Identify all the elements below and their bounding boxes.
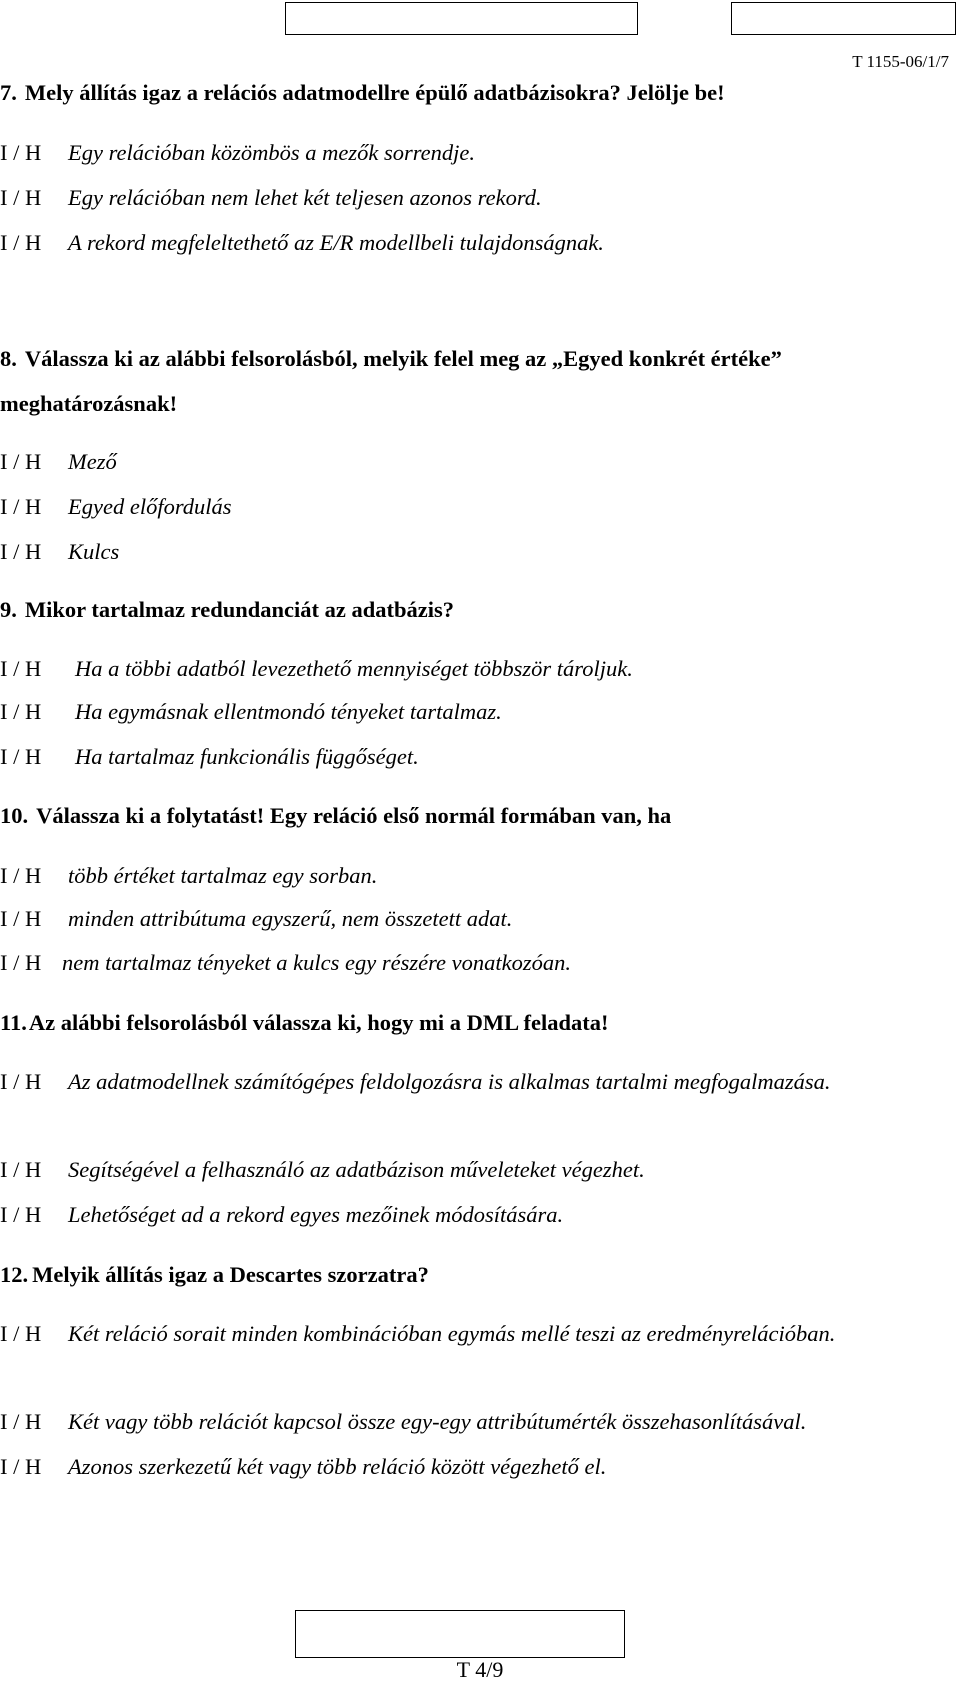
true-false-mark[interactable]: I / H	[0, 494, 42, 519]
true-false-mark[interactable]: I / H	[0, 863, 42, 888]
true-false-mark[interactable]: I / H	[0, 1069, 42, 1094]
option-text: A rekord megfeleltethető az E/R modellbeli tulajdonságnak.	[68, 230, 604, 255]
true-false-mark[interactable]: I / H	[0, 185, 42, 210]
question-11-title	[0, 1010, 609, 1036]
question-number: 8.	[0, 346, 17, 371]
option-text: Ha a többi adatból levezethető mennyiséget többször tároljuk.	[75, 656, 633, 681]
question-number: 11.	[0, 1010, 27, 1035]
option-row	[0, 906, 513, 932]
option-text: Két vagy több relációt kapcsol össze egy-egy attribútumérték összehasonlításával.	[68, 1409, 807, 1434]
option-row	[0, 1409, 807, 1435]
question-7-title	[0, 80, 725, 106]
option-text: Ha tartalmaz funkcionális függőséget.	[75, 744, 419, 769]
true-false-mark[interactable]: I / H	[0, 1321, 42, 1346]
question-text: Az alábbi felsorolásból válassza ki, hogy mi a DML feladata!	[28, 1010, 609, 1035]
option-row	[0, 140, 476, 166]
option-row	[0, 449, 117, 475]
true-false-mark[interactable]: I / H	[0, 950, 42, 975]
option-row	[0, 1157, 645, 1183]
option-text: Az adatmodellnek számítógépes feldolgozásra is alkalmas tartalmi megfogalmazása.	[68, 1069, 831, 1094]
footer-score-box	[295, 1610, 625, 1658]
question-text: Melyik állítás igaz a Descartes szorzatra?	[32, 1262, 429, 1287]
option-row	[0, 744, 419, 770]
option-text: Egy relációban nem lehet két teljesen azonos rekord.	[68, 185, 542, 210]
option-text: Azonos szerkezetű két vagy több reláció között végezhető el.	[68, 1454, 607, 1479]
true-false-mark[interactable]: I / H	[0, 906, 42, 931]
option-row	[0, 230, 604, 256]
option-text: több értéket tartalmaz egy sorban.	[68, 863, 378, 888]
question-9-title	[0, 597, 454, 623]
option-text: Két reláció sorait minden kombinációban egymás mellé teszi az eredményrelációban.	[68, 1321, 836, 1346]
question-number: 9.	[0, 597, 17, 622]
page-number: T 4/9	[456, 1657, 504, 1682]
option-row	[0, 863, 378, 889]
option-text: Ha egymásnak ellentmondó tényeket tartalmaz.	[75, 699, 502, 724]
question-text: Mikor tartalmaz redundanciát az adatbázis?	[24, 597, 455, 622]
option-text: Mező	[68, 449, 117, 474]
question-12-title	[0, 1262, 429, 1288]
true-false-mark[interactable]: I / H	[0, 1409, 42, 1434]
question-8-title	[0, 336, 950, 426]
option-row	[0, 1311, 950, 1356]
true-false-mark[interactable]: I / H	[0, 656, 42, 681]
option-row	[0, 1202, 564, 1228]
question-10-title	[0, 803, 671, 829]
option-row	[0, 539, 120, 565]
option-text: Egyed előfordulás	[68, 494, 232, 519]
question-number: 10.	[0, 803, 29, 828]
true-false-mark[interactable]: I / H	[0, 539, 42, 564]
question-text: Válassza ki az alábbi felsorolásból, melyik felel meg az „Egyed konkrét értéke” meghatározásnak!	[0, 346, 782, 416]
question-number: 7.	[0, 80, 17, 105]
question-text: Mely állítás igaz a relációs adatmodellre épülő adatbázisokra? Jelölje be!	[24, 80, 725, 105]
option-row	[0, 1059, 950, 1104]
exam-code: T 1155-06/1/7	[852, 52, 949, 71]
option-row	[0, 494, 232, 520]
true-false-mark[interactable]: I / H	[0, 744, 42, 769]
question-number: 12.	[0, 1262, 29, 1287]
true-false-mark[interactable]: I / H	[0, 1157, 42, 1182]
true-false-mark[interactable]: I / H	[0, 1454, 42, 1479]
option-row	[0, 699, 502, 725]
true-false-mark[interactable]: I / H	[0, 140, 42, 165]
option-row	[0, 185, 542, 211]
option-text: Kulcs	[68, 539, 120, 564]
header-score-box-left	[285, 2, 638, 35]
true-false-mark[interactable]: I / H	[0, 449, 42, 474]
option-text: Segítségével a felhasználó az adatbázison műveleteket végezhet.	[68, 1157, 645, 1182]
option-text: Egy relációban közömbös a mezők sorrendje.	[68, 140, 476, 165]
true-false-mark[interactable]: I / H	[0, 230, 42, 255]
question-text: Válassza ki a folytatást! Egy reláció első normál formában van, ha	[36, 803, 672, 828]
true-false-mark[interactable]: I / H	[0, 699, 42, 724]
option-text: Lehetőséget ad a rekord egyes mezőinek módosítására.	[68, 1202, 564, 1227]
header-score-box-right	[731, 2, 956, 35]
option-text: minden attribútuma egyszerű, nem összetett adat.	[68, 906, 513, 931]
option-text: nem tartalmaz tényeket a kulcs egy részére vonatkozóan.	[62, 950, 572, 975]
option-row	[0, 950, 572, 976]
true-false-mark[interactable]: I / H	[0, 1202, 42, 1227]
option-row	[0, 1454, 607, 1480]
option-row	[0, 656, 633, 682]
